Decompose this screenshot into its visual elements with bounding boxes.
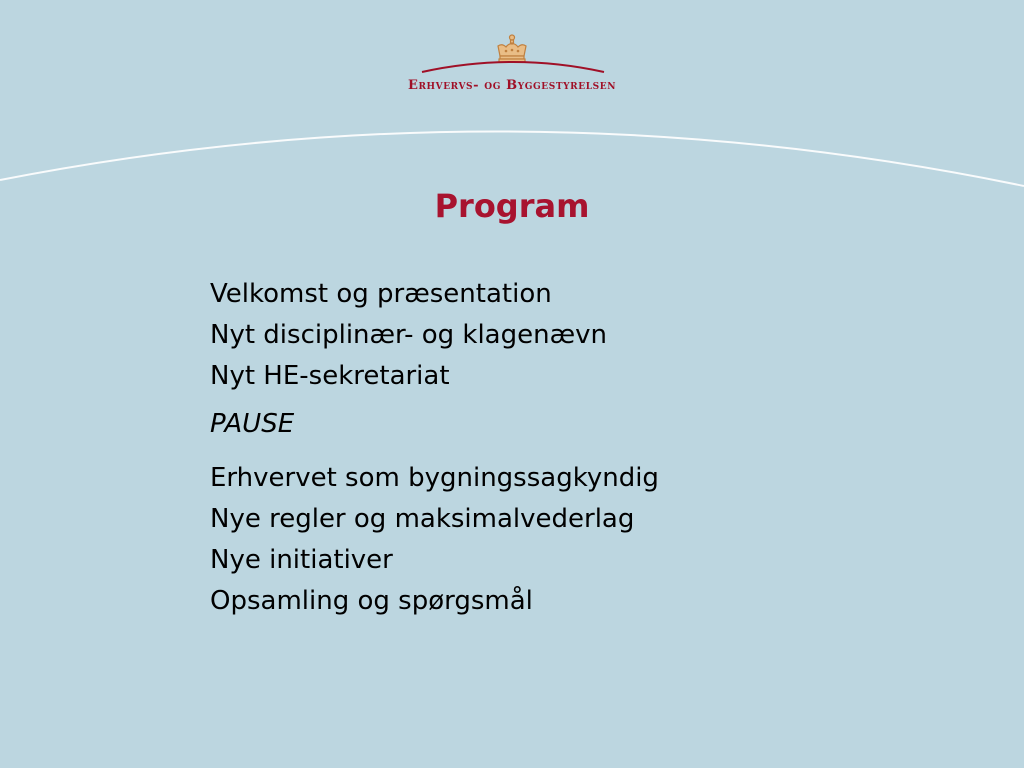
logo-arc xyxy=(418,56,608,76)
agenda-item: Nye initiativer xyxy=(210,545,393,575)
agenda-item: Nye regler og maksimalvederlag xyxy=(210,504,635,534)
agenda-item: Nyt HE-sekretariat xyxy=(210,361,450,391)
agenda-list xyxy=(210,274,910,622)
agenda-item: Velkomst og præsentation xyxy=(210,279,552,309)
agenda-item: Erhvervet som bygningssagkyndig xyxy=(210,463,659,493)
agenda-item: Nyt disciplinær- og klagenævn xyxy=(210,320,607,350)
agenda-item: Opsamling og spørgsmål xyxy=(210,586,533,616)
agenda-pause: PAUSE xyxy=(210,409,295,439)
slide-header xyxy=(0,0,1024,110)
agenda-group-after-pause xyxy=(210,458,910,622)
agenda-group-before-pause xyxy=(210,274,910,397)
agency-name: Erhvervs- og Byggestyrelsen xyxy=(407,78,617,93)
slide-title: Program xyxy=(434,187,590,225)
